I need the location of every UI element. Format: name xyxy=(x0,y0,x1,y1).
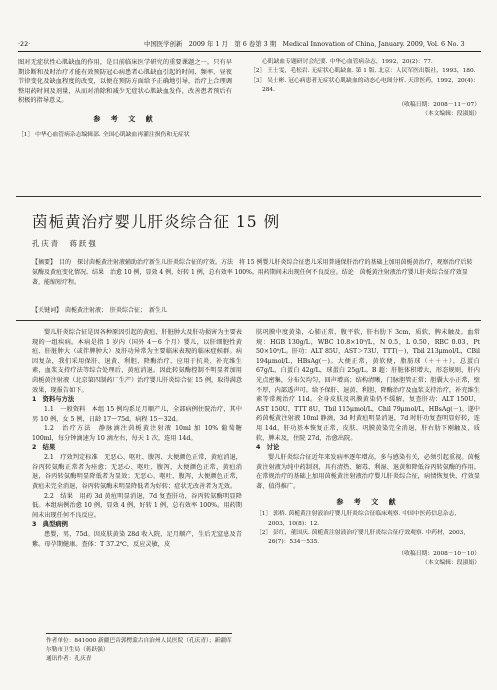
reference-item: ［3］ 吴士彬. 冠心病患者无症状心肌缺血的动态心电图分析. 天津医药，1992，20(4)：284. xyxy=(250,77,479,93)
reference-item: ［1］ 郭桥. 茵栀黄注射液治疗婴儿肝炎综合征临床观察. 中国中医药信息杂志，2003，10(8)：12. xyxy=(256,511,461,527)
article-authors: 孔庆青 蒋跃强 xyxy=(32,239,98,248)
article-abstract: 【摘要】 目的 探讨茵栀黄注射液辅助治疗新生儿肝炎综合征的疗效。方法 将 15 例婴儿肝炎综合征患儿采用普通保肝治疗的基础上加用茵栀黄治疗，观察治疗后转氨酶及黄疸变化情况。结果 治愈 10 例，显效 4 例，好转 1 例，总有效率 100%。用药期间未出现任何不良反应。结论 茵栀黄注射液治疗婴儿肝炎综合征疗效显著，能缩短疗程。 xyxy=(32,259,473,287)
section-heading: 3 典型病例 xyxy=(32,521,68,529)
reference-item: 心肌缺血专题研讨会纪要. 中华心血管病杂志，1992，20(2)：77. xyxy=(262,59,433,65)
body-paragraph: 1.2 治疗方法 静脉滴注茵栀黄注射液 10ml 加 10% 葡萄糖 100ml，每分钟滴速为 10 滴左右，每天 1 次，连用 14d。 xyxy=(32,425,242,442)
reference-item: ［2］ 彭红，董国庆. 茵栀黄注射液治疗婴儿肝炎综合征疗效观察. 中药材，2003，26(7)：534－535. xyxy=(256,529,470,546)
editor-note: （本文编辑：段淑娟） xyxy=(422,111,480,118)
received-date: （收稿日期：2008－10－10） xyxy=(398,551,480,558)
body-paragraph: 1.1 一般资料 本组 15 例均系足月顺产儿，全部病例住院治疗，其中男 10 例，女 5 例，日龄 17～75d，病程 15～32d。 xyxy=(32,406,242,423)
editor-note: （本文编辑：段淑娟） xyxy=(422,560,480,567)
corresponding-author: 通讯作者：孔庆青 xyxy=(46,655,92,662)
journal-citation: 中国医学创新 2009 年 1 月 第 6 卷第 3 期 Medical Innovation of China, January. 2009, Vol. 6 No. 3 xyxy=(144,40,465,48)
page-number: ·22· xyxy=(18,40,31,48)
previous-article-left-column xyxy=(18,58,232,140)
body-paragraph: 婴儿肝炎综合征是因各种原因引起的黄疸、肝脏肿大及肝功损害为主要表现的一组疾病。本病是指 1 岁内（国外 4～6 个月）婴儿，以肝细胞性黄疸、肝脏肿大（或伴脾肿大）及肝功异常为主要临床表现的临床症候群。病因复杂，我们采用保肝、退黄、利胆、降酶治疗，应用于抗炎、补充维生素，血浆支持疗法等综合处理后，黄疸消退。因此转氨酶控制不明显者加用茵栀黄注射液（北京第四制药厂生产）治疗婴儿肝炎综合征 15 例，取得满意效果，现报告如下。 xyxy=(32,329,242,394)
section-heading: 1 资料与方法 xyxy=(32,396,75,404)
abstract-divider xyxy=(16,320,481,321)
body-paragraph: 婴儿肝炎综合征近年来发病率逐年增高，多与感染有关，必须引起重视。茵栀黄注射液为纯中药制剂，具有清热、解毒、利湿、退黄和降低谷丙转氨酶的作用。在常规治疗的基础上加用茵栀黄注射液治疗婴儿肝炎综合征，病情恢复快，疗效显著，值得推广。 xyxy=(256,454,480,490)
references-heading: 参 考 文 献 xyxy=(93,114,157,124)
article-title: 茵栀黄治疗婴儿肝炎综合征 15 例 xyxy=(32,213,281,231)
section-heading: 4 讨论 xyxy=(256,444,280,452)
reference-item: ［1］ 中华心血管病杂志编辑部. 全国心肌缺血再灌注损伤和无症状 xyxy=(18,131,190,138)
body-paragraph: 2.1 疗效判定标准 无恶心、呕吐、腹泻、大便颜色正常，黄疸消退，谷丙转氨酶正常者为痊愈；无恶心、呕吐、腹泻，大便颜色正常，黄疸消退，谷丙转氨酶明显降低者为显效；无恶心、呕吐、腹泻，大便颜色正常，黄疸未完全消退，谷丙转氨酶未明显降低者为好转；症状无改善者为无效。 xyxy=(32,454,242,491)
running-header xyxy=(18,40,481,52)
author-footnote xyxy=(46,633,232,663)
article-keywords: 【关键词】 茵栀黄注射液； 肝炎综合征； 新生儿 xyxy=(32,307,168,314)
body-paragraph: 患婴，男，75d。因皮肤黄染 28d 收入院，足月顺产，生后无窒息及青紫。母孕期健康。查体：T 37.2℃，反应灵敏，皮 xyxy=(32,531,242,548)
reference-item: ［2］ 王士雯，毛松岩. 无症状心肌缺血. 第 1 版. 北京：人民军医出版社，1993，180. xyxy=(250,68,476,75)
body-paragraph: 2.2 结果 用药 3d 黄疸明显消退，7d 复查肝功，谷丙转氨酶明显降低。本组病例治愈 10 例，显效 4 例，好转 1 例，总有效率 100%。用药期间未出现任何不良反应。 xyxy=(32,492,242,519)
body-paragraph: 肤巩膜中度黄染，心肺正常，腹平软，肝右肋下 3cm，质软，脾未触及。血常规：HGB 130g/L，WBC 10.8×10⁹/L，N 0.5，L 0.50，RBC 0.03，Pt 50×10⁹/L。肝功：ALT 85U，AST＞73U，TTT(－)，Tbil 213μmol/L，CBil 194μmol/L，HBsAg(－)。大便正常，黄软便，脂肪球（＋＋＋），总蛋白 67g/L，白蛋白 42g/L，球蛋白 25g/L。B 超：肝脏体积增大，形态规则，肝内光点密集，分布欠均匀，回声增高；结构清晰，门脉胆管正常；胆囊大小正常，壁不厚，内部透声可。给予保肝、退黄、利胆、降酶治疗及血浆支持治疗，补充维生素等常规治疗 11d。全身皮肤及巩膜黄染仍不缓解，复查肝功：ALT 150U，AST 150U，TTT 8U，Tbil 115μmol/L，Chil 79μmol/L，HBsAg(－)。遂中药茵栀黄注射液 10ml 静滴，3d 时黄疸明显消退，7d 时肝功复查明显好转，连用 14d，肝功基本恢复正常，皮肤、巩膜黄染完全消退，肝右肋下刚触及，质软，脾未及，住院 27d，治愈出院。 xyxy=(256,329,480,442)
body-right-column xyxy=(256,328,480,568)
section-heading: 2 结果 xyxy=(32,444,56,452)
references-heading: 参 考 文 献 xyxy=(336,496,400,506)
received-date: （收稿日期：2008－11－07） xyxy=(398,102,480,109)
author-affiliation: 作者单位：841000 新疆巴音郭楞蒙古自治州人民医院（孔庆青）；新疆库尔勒市卫生局（蒋跃强） xyxy=(46,638,232,653)
body-left-column xyxy=(32,328,242,549)
previous-article-text: 图对无症状性心肌缺血的作用，是目前临床医学研究的重要课题之一。只有早期诊断和及时治疗才能有效预防冠心病患者心肌缺血引起的时间、频率、昼夜节律变化及缺血程度的改变，以便在预防方面给予正确地引导，治疗上合理调整用药时间及剂量，从而对消除和减少无症状心肌缺血发作，改善患者预后有积极的指导意义。 xyxy=(18,59,232,105)
previous-article-right-column xyxy=(250,58,480,120)
article-divider xyxy=(16,196,481,197)
